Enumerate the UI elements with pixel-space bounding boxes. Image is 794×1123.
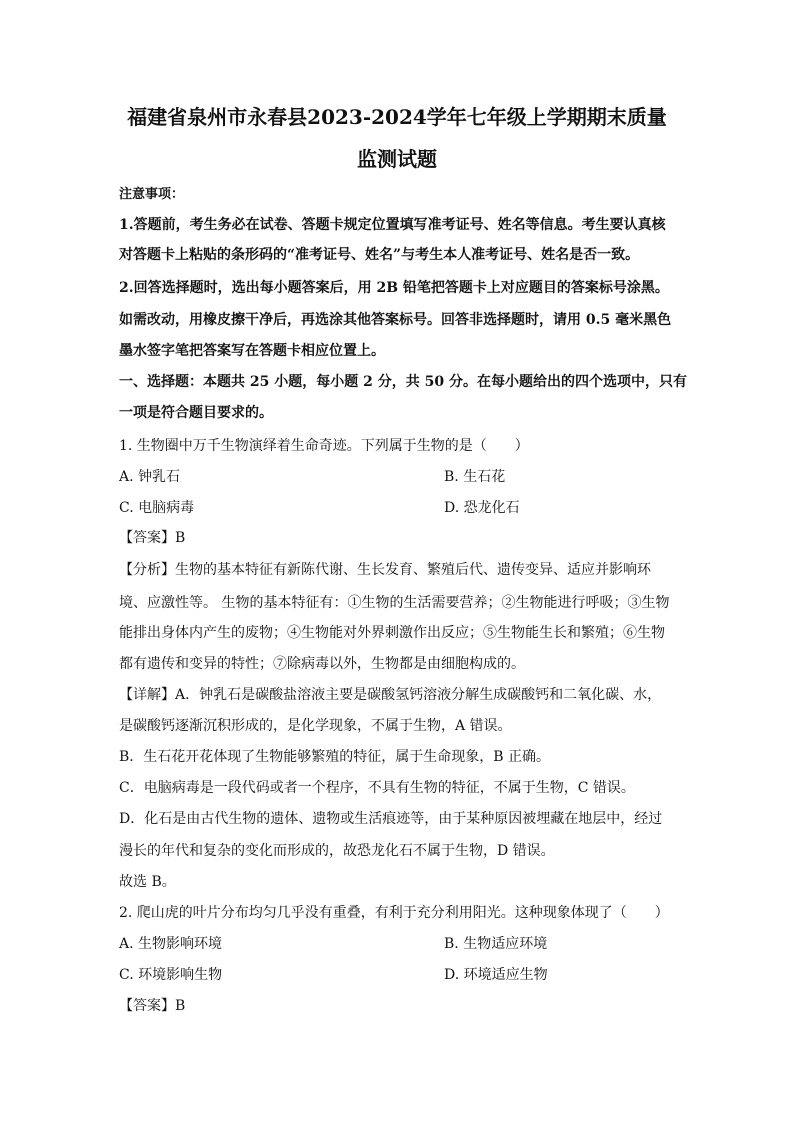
notice-item-1-line-1: 1.答题前，考生务必在试卷、答题卡规定位置填写准考证号、姓名等信息。考生要认真核	[119, 217, 666, 233]
question-1-detail-line: D．化石是由古代生物的遗体、遗物或生活痕迹等，由于某种原因被埋藏在地层中，经过	[119, 811, 663, 827]
question-2-option-d: D. 环境适应生物	[444, 967, 548, 983]
question-2-option-a: A. 生物影响环境	[119, 936, 223, 952]
question-1-option-b: B. 生石花	[444, 469, 506, 485]
question-1-conclusion: 故选 B。	[119, 874, 176, 890]
question-2-option-c: C. 环境影响生物	[119, 967, 223, 983]
section-heading-line-2: 一项是符合题目要求的。	[119, 405, 273, 421]
notice-item-2-line-2: 如需改动，用橡皮擦干净后，再选涂其他答案标号。回答非选择题时，请用 0.5 毫米黑色	[119, 312, 672, 328]
question-1-stem: 1. 生物圈中万千生物演绎着生命奇迹。下列属于生物的是（ ）	[119, 438, 529, 454]
question-1-analysis-line: 境、应激性等。 生物的基本特征有：①生物的生活需要营养；②生物能进行呼吸；③生物	[119, 595, 670, 611]
question-1-detail-line: 漫长的年代和复杂的变化而形成的，故恐龙化石不属于生物，D 错误。	[119, 843, 555, 859]
question-1-analysis-line: 能排出身体内产生的废物；④生物能对外界刺激作出反应；⑤生物能生长和繁殖；⑥生物	[119, 625, 665, 641]
question-1-analysis-line: 【分析】生物的基本特征有新陈代谢、生长发育、繁殖后代、遗传变异、适应并影响环	[119, 562, 651, 578]
page-title-line-2: 监测试题	[357, 147, 437, 171]
notice-item-2-line-3: 墨水签字笔把答案写在答题卡相应位置上。	[119, 343, 385, 359]
question-1-detail-line: 【详解】A．钟乳石是碳酸盐溶液主要是碳酸氢钙溶液分解生成碳酸钙和二氧化碳、水，	[119, 687, 662, 703]
question-1-option-a: A. 钟乳石	[119, 469, 181, 485]
notice-item-2-line-1: 2.回答选择题时，选出每小题答案后，用 2B 铅笔把答题卡上对应题目的答案标号涂黑。	[119, 280, 669, 296]
question-2-option-b: B. 生物适应环境	[444, 936, 548, 952]
question-2-answer: 【答案】B	[119, 998, 186, 1014]
notice-heading: 注意事项：	[119, 187, 185, 202]
question-1-detail-line: B．生石花开花体现了生物能够繁殖的特征，属于生命现象，B 正确。	[119, 749, 551, 765]
question-1-option-d: D. 恐龙化石	[444, 500, 520, 516]
page-title-line-1: 福建省泉州市永春县2023-2024学年七年级上学期期末质量	[127, 105, 667, 129]
question-1-answer: 【答案】B	[119, 530, 186, 546]
question-1-analysis-line: 都有遗传和变异的特性；⑦除病毒以外，生物都是由细胞构成的。	[119, 656, 525, 672]
question-1-option-c: C. 电脑病毒	[119, 500, 195, 516]
question-1-detail-line: C．电脑病毒是一段代码或者一个程序，不具有生物的特征，不属于生物，C 错误。	[119, 780, 635, 796]
question-2-stem: 2. 爬山虎的叶片分布均匀几乎没有重叠，有利于充分利用阳光。这种现象体现了（ ）	[119, 905, 669, 921]
section-heading-line-1: 一、选择题：本题共 25 小题，每小题 2 分，共 50 分。在每小题给出的四个选项中，只有	[119, 374, 687, 390]
question-1-detail-line: 是碳酸钙逐渐沉积形成的，是化学现象，不属于生物，A 错误。	[119, 718, 512, 734]
notice-item-1-line-2: 对答题卡上粘贴的条形码的“准考证号、姓名”与考生本人准考证号、姓名是否一致。	[119, 247, 640, 263]
